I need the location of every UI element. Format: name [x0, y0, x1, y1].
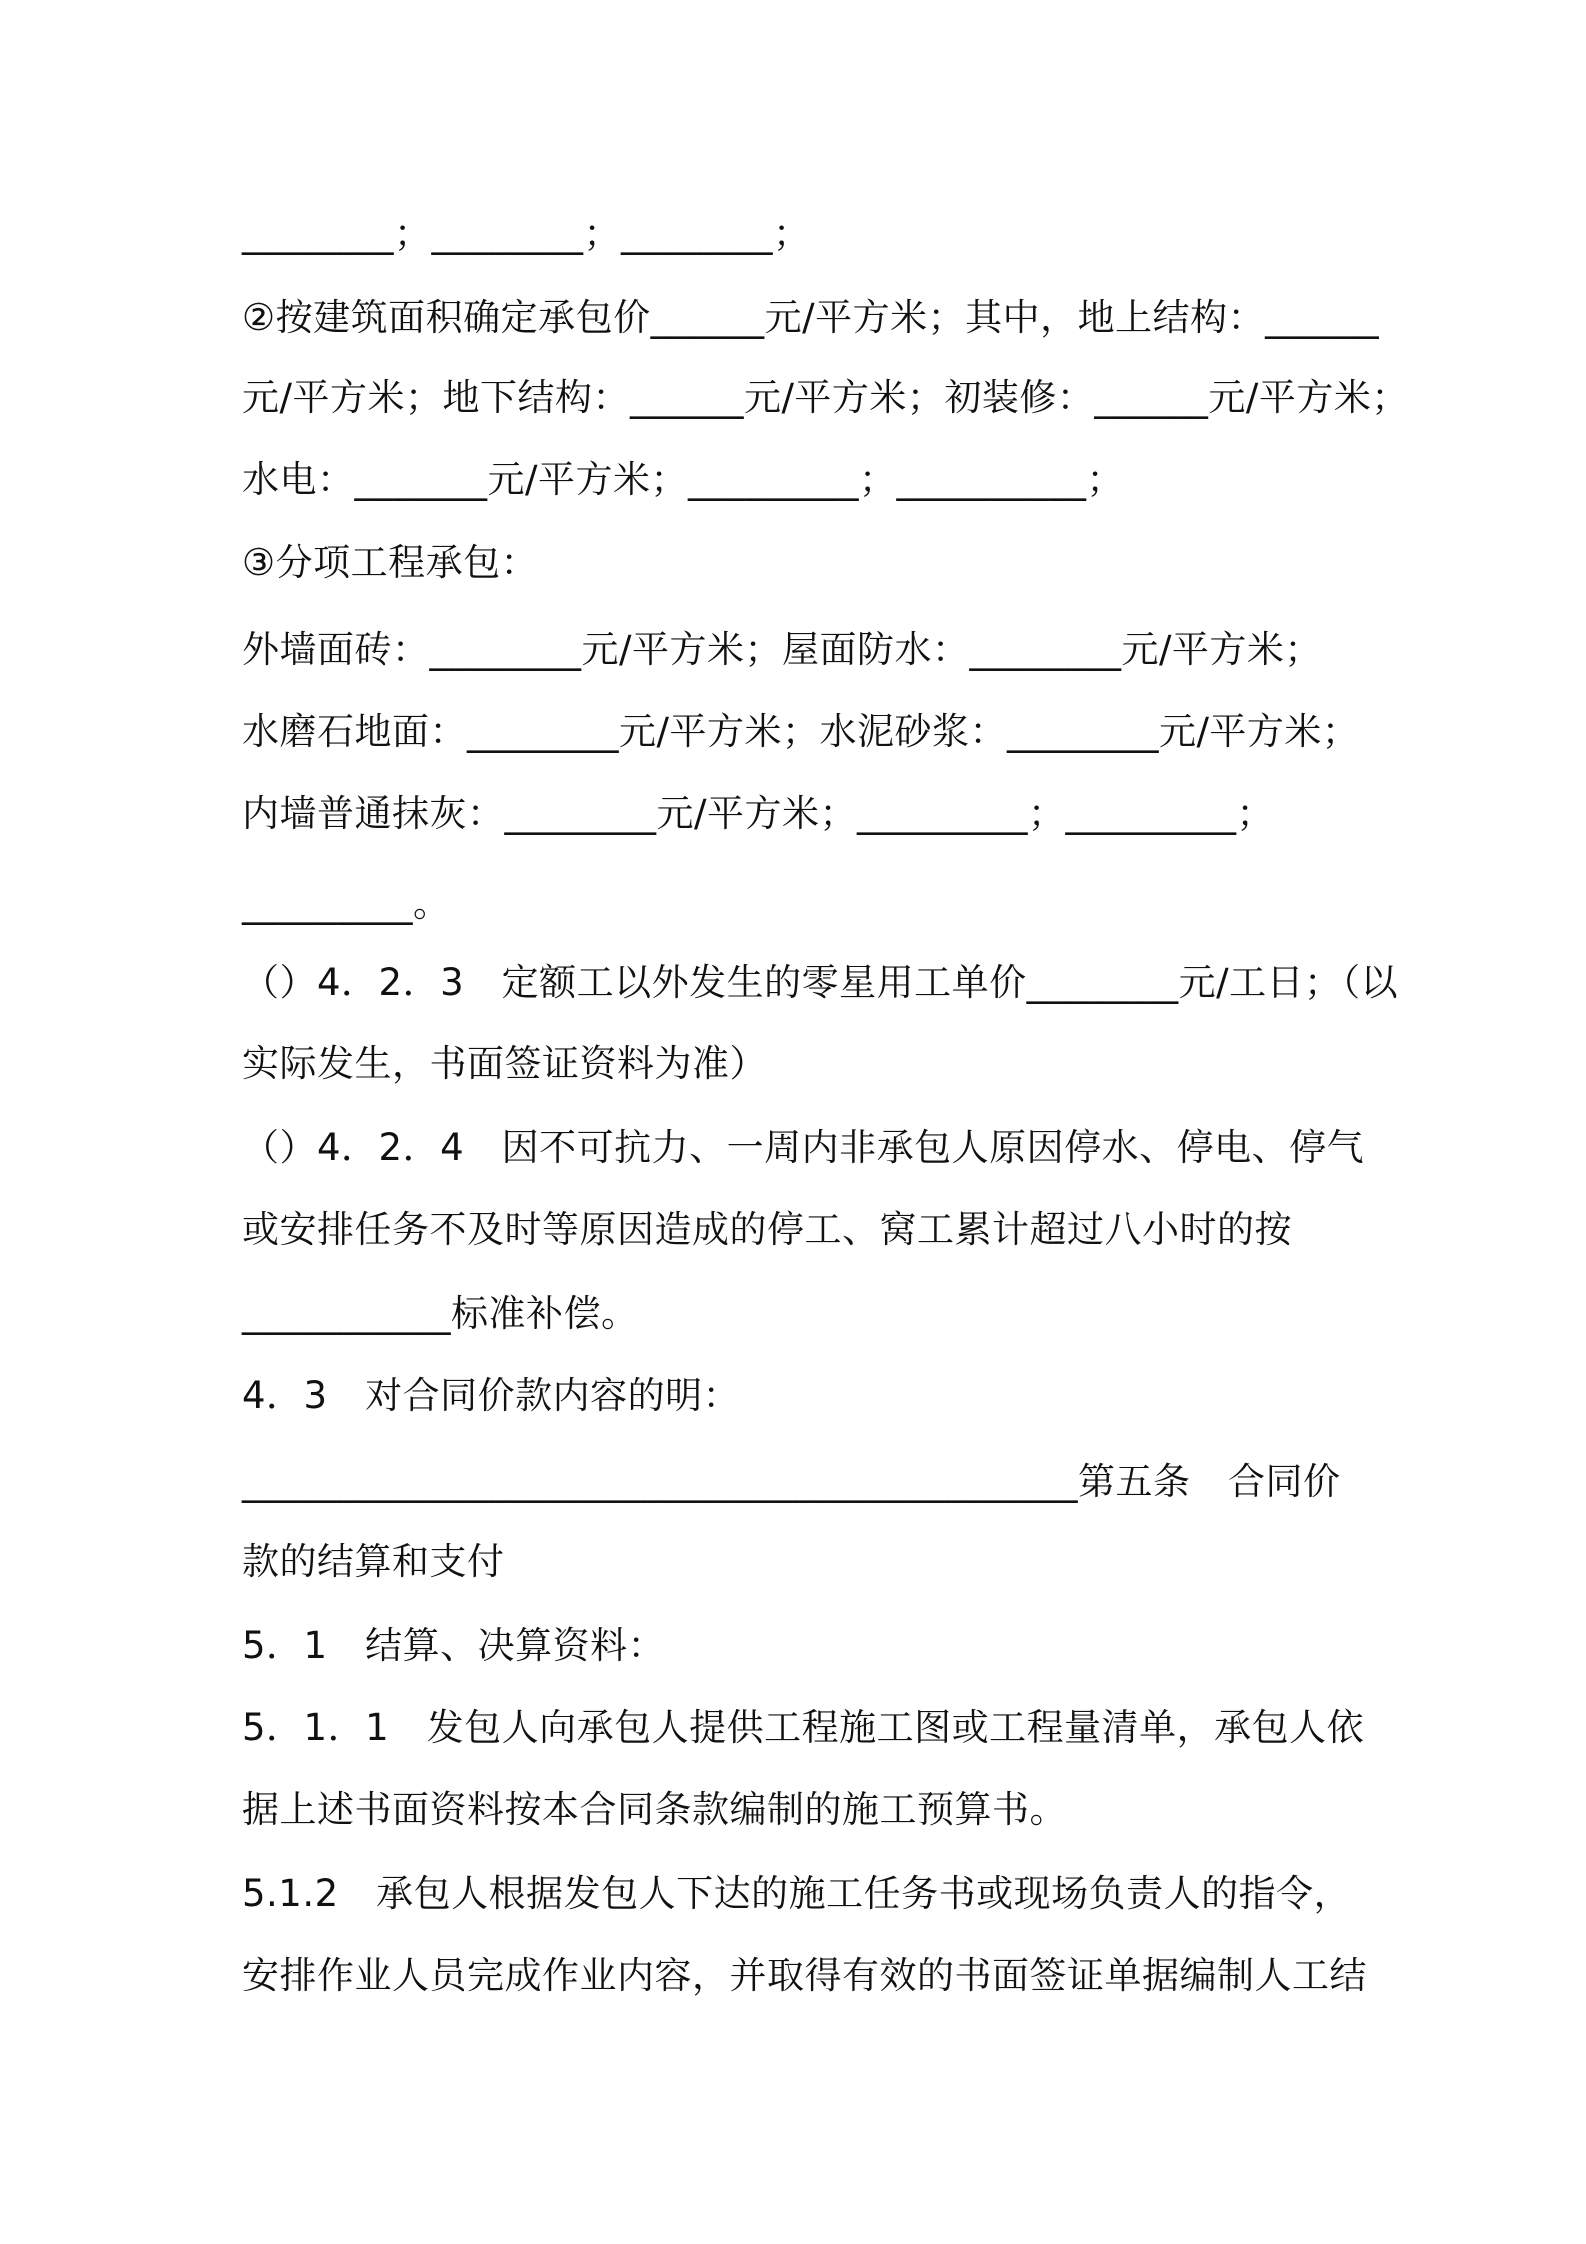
text-line-6: 外墙面砖：________元/平方米；屋面防水：________元/平方米； [242, 628, 1322, 671]
text-line-2: ②按建筑面积确定承包价______元/平方米；其中，地上结构：______ [242, 296, 1380, 339]
text-line-17: 款的结算和支付 [242, 1540, 505, 1583]
text-line-11: 实际发生，书面签证资料为准） [242, 1042, 767, 1085]
text-line-14: ___________标准补偿。 [242, 1292, 639, 1335]
text-line-21: 5.1.2 承包人根据发包人下达的施工任务书或现场负责人的指令， [242, 1872, 1352, 1915]
text-line-12: （）4．2．4 因不可抗力、一周内非承包人原因停水、停电、停气 [242, 1126, 1365, 1169]
text-line-20: 据上述书面资料按本合同条款编制的施工预算书。 [242, 1788, 1067, 1831]
text-line-1: ________；________；________； [242, 212, 811, 255]
text-line-9: _________。 [242, 882, 451, 925]
text-line-19: 5．1．1 发包人向承包人提供工程施工图或工程量清单，承包人依 [242, 1706, 1365, 1749]
text-line-5: ③分项工程承包： [242, 541, 539, 584]
text-line-4: 水电：_______元/平方米；_________；__________； [242, 458, 1124, 501]
text-line-10: （）4．2．3 定额工以外发生的零星用工单价________元/工日；（以 [242, 961, 1399, 1004]
text-line-18: 5．1 结算、决算资料： [242, 1624, 666, 1667]
text-line-15: 4．3 对合同价款内容的明： [242, 1374, 741, 1417]
text-line-22: 安排作业人员完成作业内容，并取得有效的书面签证单据编制人工结 [242, 1954, 1367, 1997]
text-line-3: 元/平方米；地下结构：______元/平方米；初装修：______元/平方米； [242, 376, 1409, 419]
text-line-8: 内墙普通抹灰：________元/平方米；_________；_________； [242, 792, 1274, 835]
text-line-16: ____________________________________________第五条 合同价 [242, 1460, 1341, 1503]
text-line-13: 或安排任务不及时等原因造成的停工、窝工累计超过八小时的按 [242, 1208, 1292, 1251]
text-line-7: 水磨石地面：________元/平方米；水泥砂浆：________元/平方米； [242, 710, 1360, 753]
